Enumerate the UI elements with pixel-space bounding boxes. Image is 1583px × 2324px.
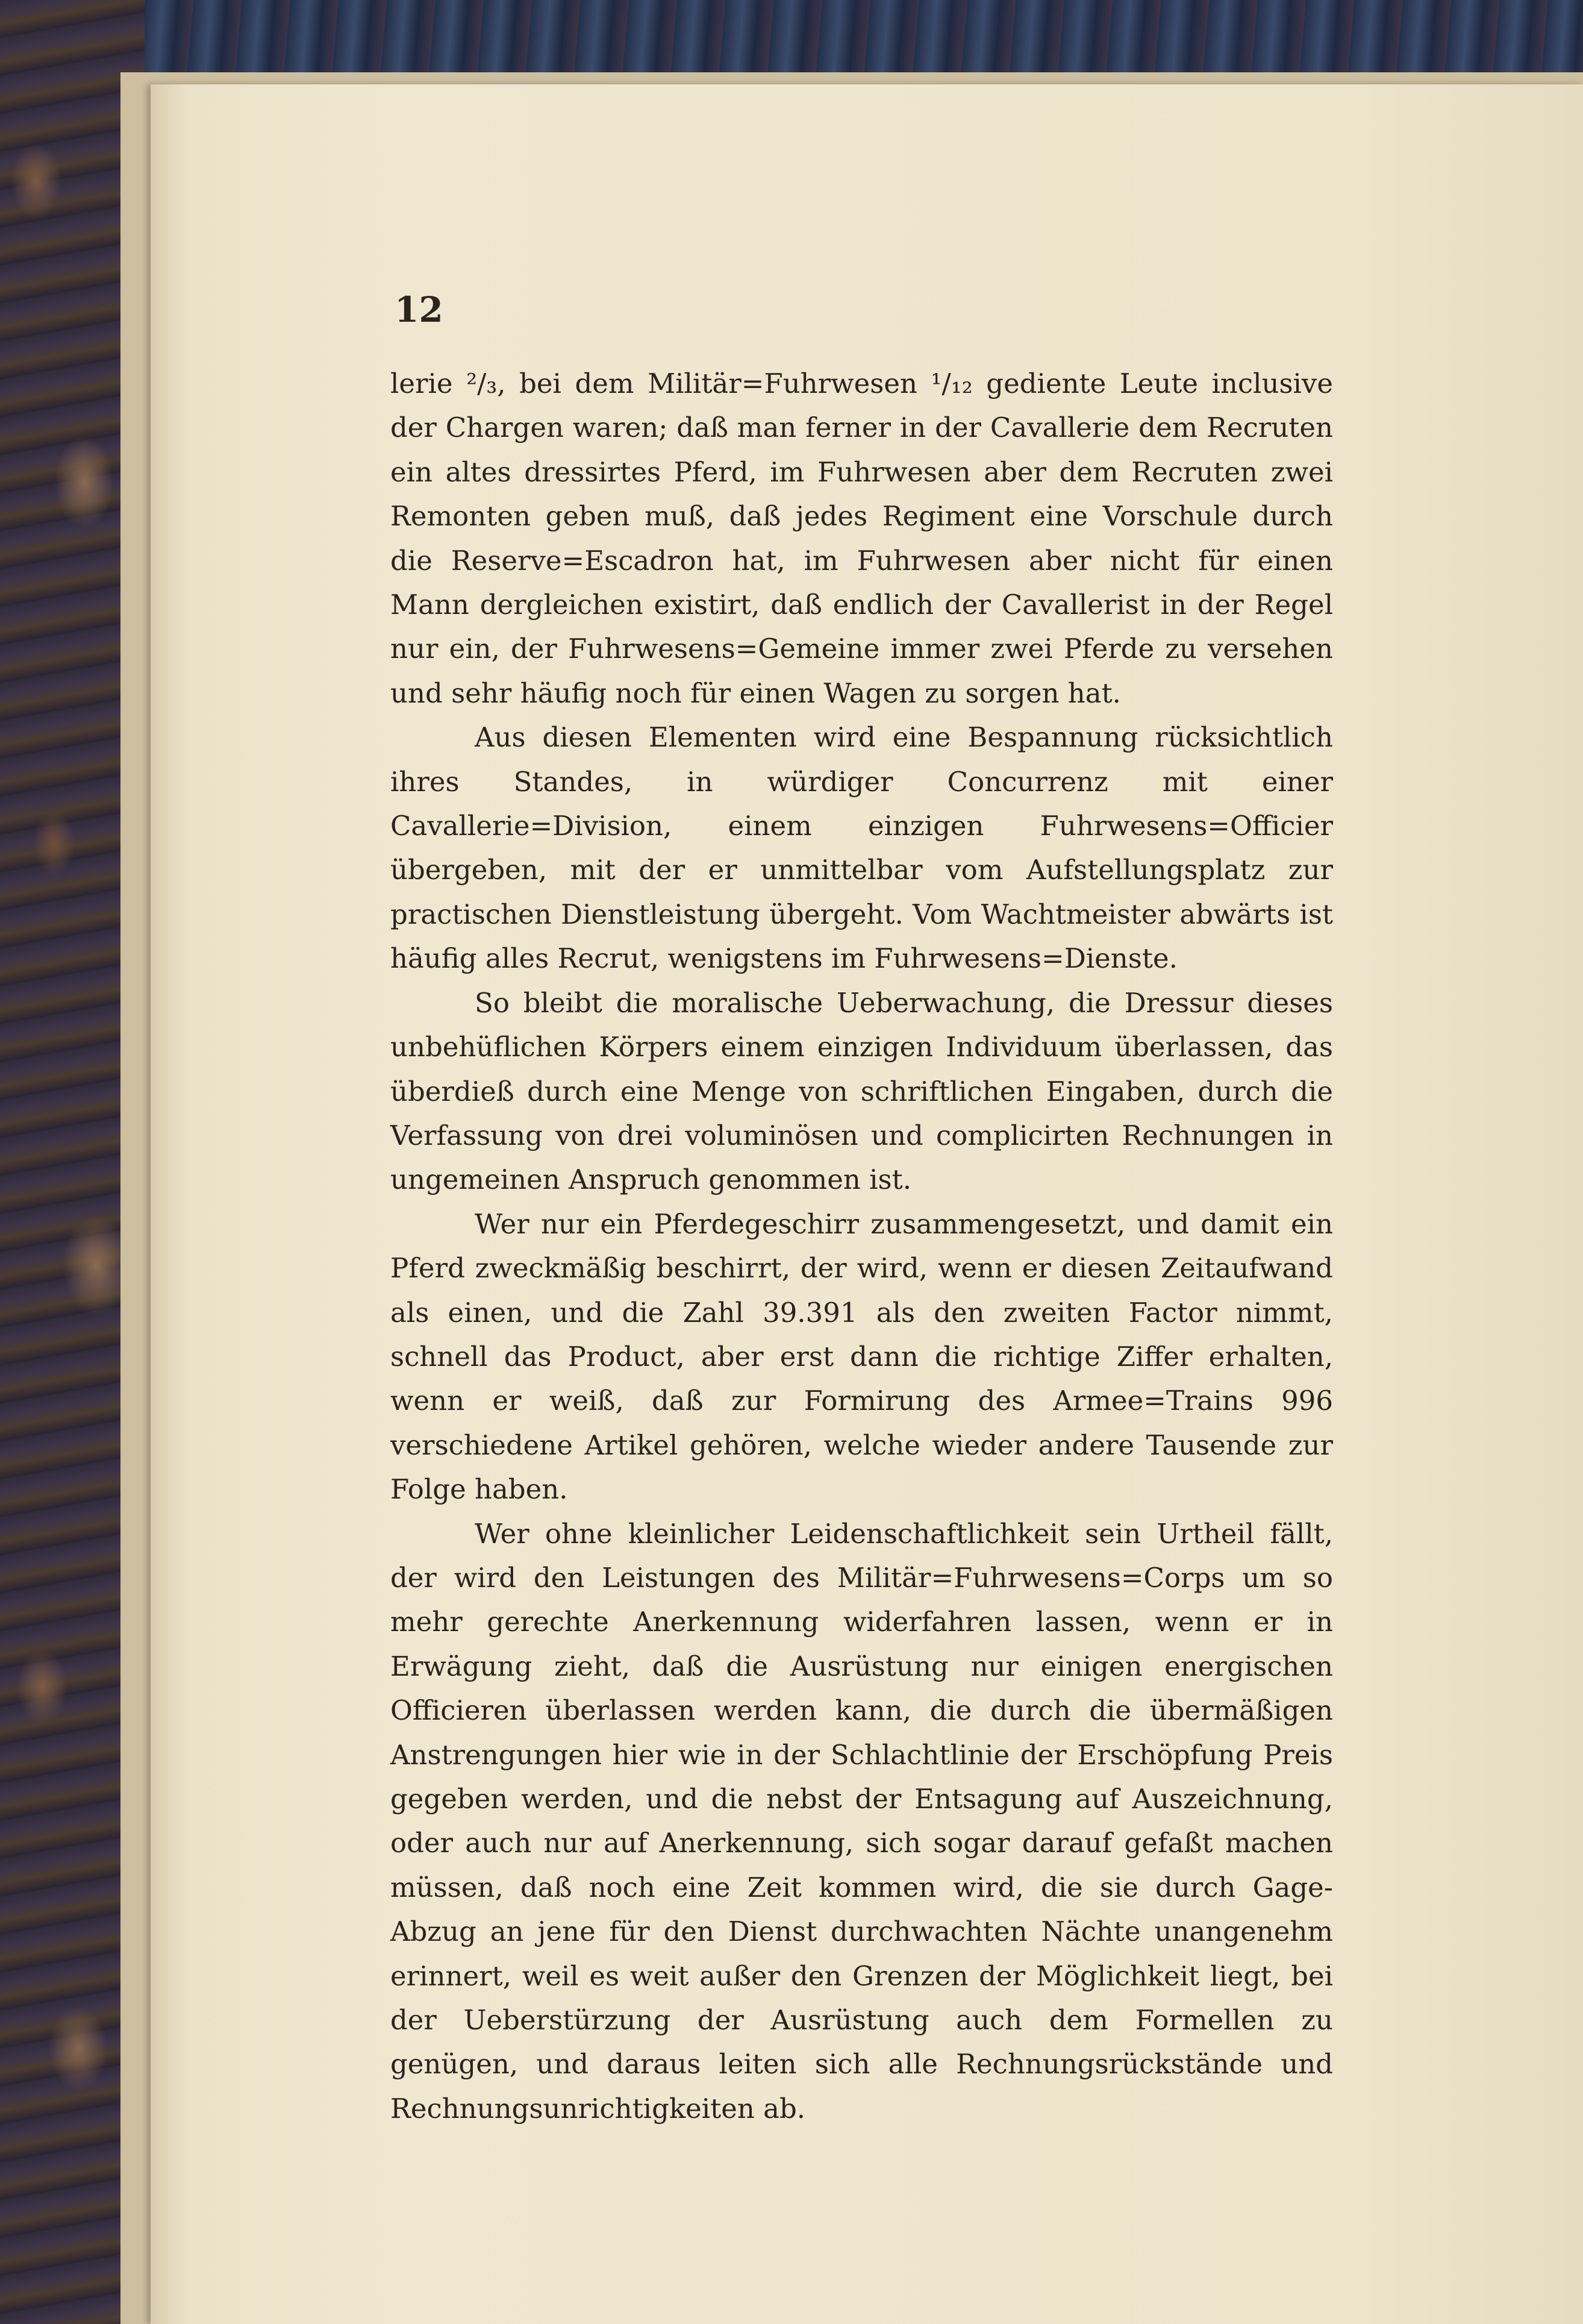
- paragraph-4: Wer nur ein Pferdegeschirr zusammengesetzt, und damit ein Pferd zweckmäßig beschirrt, der wird, wenn er diesen Zeitaufwand als einen, und die Zahl 39.391 als den zweiten Factor nimmt, schnell das Product, aber erst dann die richtige Ziffer erhalten, wenn er weiß, daß zur Formirung des Armee=Trains 996 verschiedene Artikel gehören, welche wieder andere Tausende zur Folge haben.: [390, 1207, 1333, 1506]
- page-body-text: [390, 362, 1333, 2131]
- paragraph-3: So bleibt die moralische Ueberwachung, die Dressur dieses unbehüflichen Körpers einem einzigen Individuum überlassen, das überdieß durch eine Menge von schriftlichen Eingaben, durch die Verfassung von drei voluminösen und complicirten Rechnungen in ungemeinen Anspruch genommen ist.: [390, 986, 1333, 1196]
- paragraph-2: Aus diesen Elementen wird eine Bespannung rücksichtlich ihres Standes, in würdiger Concurrenz mit einer Cavallerie=Division, einem einzigen Fuhrwesens=Officier übergeben, mit der er unmittelbar vom Aufstellungsplatz zur practischen Dienstleistung übergeht. Vom Wachtmeister abwärts ist häufig alles Recrut, wenigstens im Fuhrwesens=Dienste.: [390, 721, 1333, 975]
- paragraph-1: lerie ²/₃, bei dem Militär=Fuhrwesen ¹/₁₂ gediente Leute inclusive der Chargen waren; daß man ferner in der Cavallerie dem Recruten ein altes dressirtes Pferd, im Fuhrwesen aber dem Recruten zwei Remonten geben muß, daß jedes Regiment eine Vorschule durch die Reserve=Escadron hat, im Fuhrwesen aber nicht für einen Mann dergleichen existirt, daß endlich der Cavallerist in der Regel nur ein, der Fuhrwesens=Gemeine immer zwei Pferde zu versehen und sehr häufig noch für einen Wagen zu sorgen hat.: [390, 368, 1333, 709]
- paragraph-5: Wer ohne kleinlicher Leidenschaftlichkeit sein Urtheil fällt, der wird den Leistungen des Militär=Fuhrwesens=Corps um so mehr gerechte Anerkennung widerfahren lassen, wenn er in Erwägung zieht, daß die Ausrüstung nur einigen energischen Officieren überlassen werden kann, die durch die übermäßigen Anstrengungen hier wie in der Schlachtlinie der Erschöpfung Preis gegeben werden, und die nebst der Entsagung auf Auszeichnung, oder auch nur auf Anerkennung, sich sogar darauf gefaßt machen müssen, daß noch eine Zeit kommen wird, die sie durch Gage-Abzug an jene für den Dienst durchwachten Nächte unangenehm erinnert, weil es weit außer den Grenzen der Möglichkeit liegt, bei der Ueberstürzung der Ausrüstung auch dem Formellen zu genügen, und daraus leiten sich alle Rechnungsrückstände und Rechnungsunrichtigkeiten ab.: [390, 1517, 1333, 2125]
- page-number: 12: [395, 289, 443, 330]
